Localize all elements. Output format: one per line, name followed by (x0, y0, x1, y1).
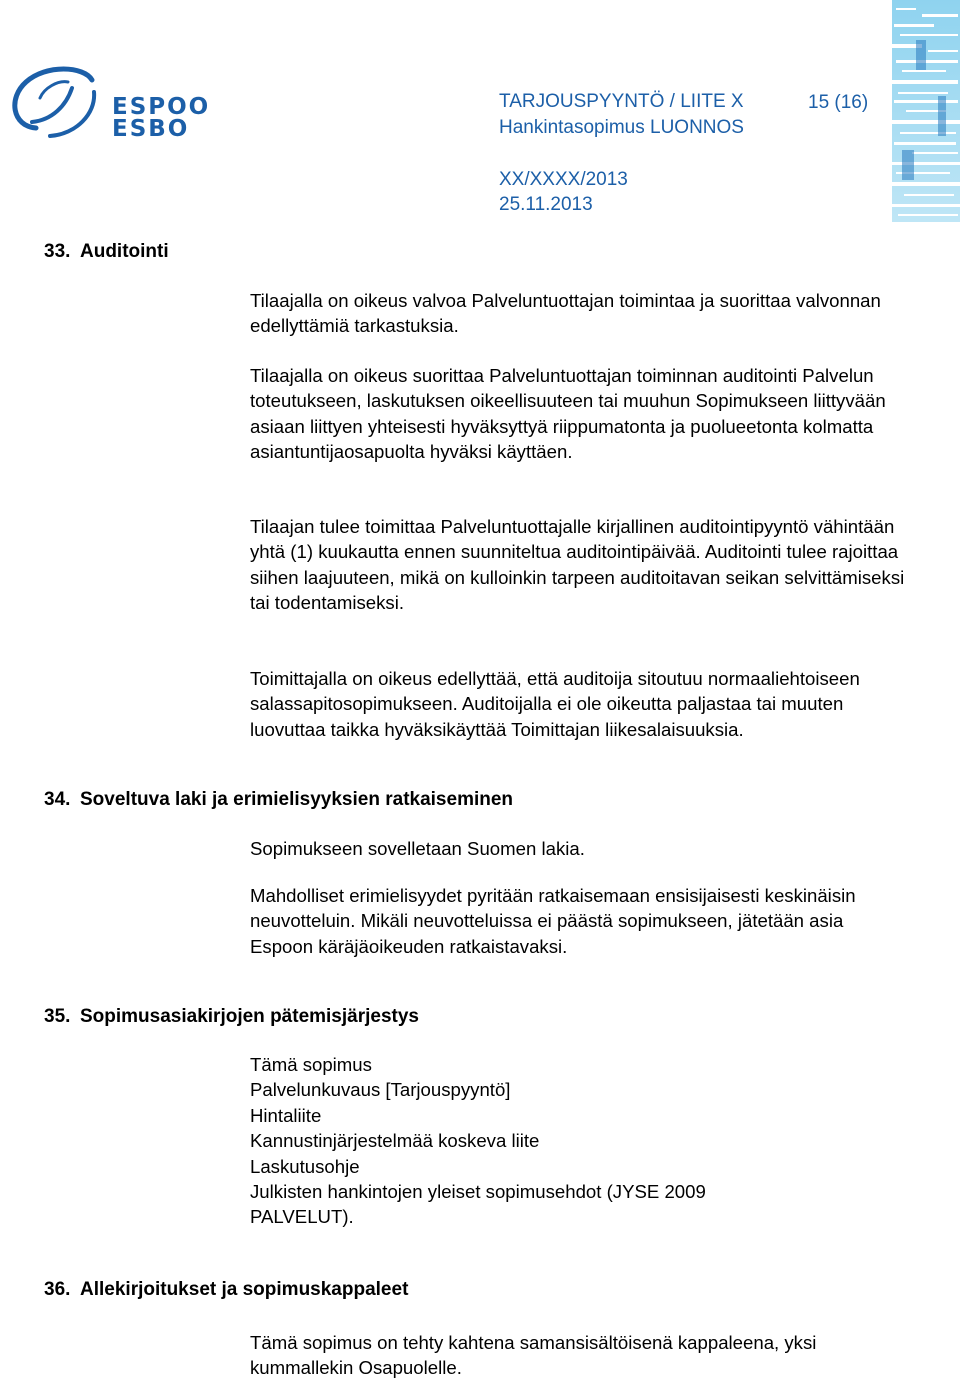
logo-text-sv: ESBO (112, 116, 190, 142)
section-number: 34. (44, 789, 71, 810)
list-item: Kannustinjärjestelmää koskeva liite (250, 1130, 540, 1152)
espoo-logo (6, 58, 211, 142)
section-heading-35 (44, 1006, 419, 1028)
paragraph: Mahdolliset erimielisyydet pyritään ratkaisemaan ensisijaisesti keskinäisin neuvotteluin. Mikäli neuvotteluissa ei päästä sopimukseen, jätetään asia Espoon käräjäoikeuden ratkaistavaksi. (250, 885, 856, 957)
document-date: 25.11.2013 (499, 194, 593, 215)
section-title: Soveltuva laki ja erimielisyyksien ratkaiseminen (80, 789, 514, 810)
paragraph: Sopimukseen sovelletaan Suomen lakia. (250, 838, 585, 859)
list-item: Julkisten hankintojen yleiset sopimusehdot (JYSE 2009 PALVELUT). (250, 1181, 706, 1228)
decorative-stripes (892, 0, 960, 222)
list-item: Laskutusohje (250, 1155, 360, 1177)
section-number: 33. (44, 241, 71, 262)
paragraph: Tilaajan tulee toimittaa Palveluntuottajalle kirjallinen auditointipyyntö vähintään yhtä (1) kuukautta ennen suunniteltua auditointipäivää. Auditointi tulee rajoittaa siihen laajuuteen, mikä on kulloinkin tarpeen auditoitavan seikan selvittämiseksi tai todentamiseksi. (250, 516, 905, 614)
section-heading-36 (44, 1279, 408, 1301)
section-number: 36. (44, 1279, 71, 1300)
section-number: 35. (44, 1006, 71, 1027)
section-title: Sopimusasiakirjojen pätemisjärjestys (80, 1006, 419, 1027)
paragraph: Toimittajalla on oikeus edellyttää, että auditoija sitoutuu normaaliehtoiseen salassapitosopimukseen. Auditoijalla ei ole oikeutta paljastaa tai muuten luovuttaa taikka hyväksikäyttää Toimittajan liikesalaisuuksia. (250, 668, 860, 740)
section-heading-34 (44, 789, 513, 811)
doc-subtitle: Hankintasopimus LUONNOS (499, 117, 744, 138)
section-heading-33 (44, 241, 169, 263)
document-order-list (250, 1052, 890, 1230)
reference-number: XX/XXXX/2013 (499, 169, 628, 190)
espoo-ring-icon (6, 58, 102, 142)
doc-title: TARJOUSPYYNTÖ / LIITE X (499, 91, 744, 112)
list-item: Hintaliite (250, 1104, 322, 1126)
paragraph: Tilaajalla on oikeus valvoa Palveluntuottajan toimintaa ja suorittaa valvonnan edellyttämiä tarkastuksia. (250, 290, 881, 337)
paragraph: Tämä sopimus on tehty kahtena samansisältöisenä kappaleena, yksi kummallekin Osapuolelle. (250, 1332, 817, 1379)
logo-text-fi: ESPOO (112, 94, 211, 120)
list-item: Tämä sopimus (250, 1054, 372, 1075)
paragraph: Tilaajalla on oikeus suorittaa Palveluntuottajan toiminnan auditointi Palvelun toteutukseen, laskutuksen oikeellisuuteen tai muuhun Sopimukseen liittyvään asiaan liittyen yhteisesti hyväksyttyä riippumatonta ja puolueetonta kolmatta asiantuntijaosapuolta hyväksi käyttäen. (250, 365, 886, 463)
section-title: Allekirjoitukset ja sopimuskappaleet (80, 1279, 409, 1300)
page-number: 15 (16) (808, 92, 869, 113)
section-title: Auditointi (80, 241, 169, 262)
list-item: Palvelunkuvaus [Tarjouspyyntö] (250, 1079, 511, 1101)
